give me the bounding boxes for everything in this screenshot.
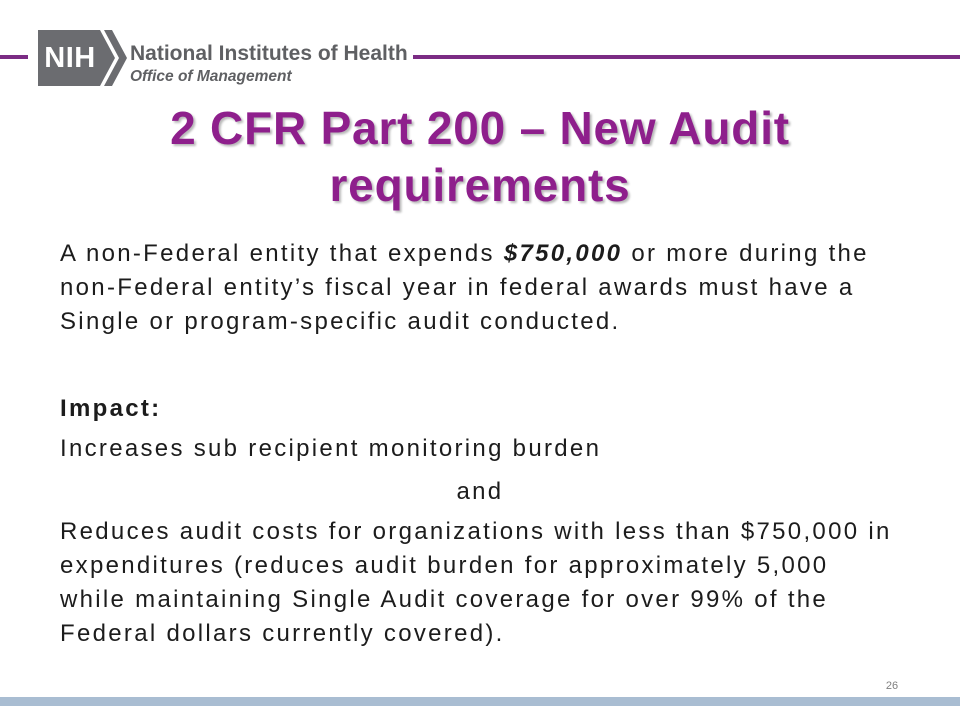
intro-line: non-Federal entity’s fiscal year in federal awards must have a [60, 274, 855, 301]
impact-point-costs [60, 515, 892, 651]
intro-line: Single or program-specific audit conducted. [60, 308, 621, 335]
nih-logo-text: NIH [44, 42, 96, 74]
impact-point-line: expenditures (reduces audit burden for approximately 5,000 [60, 552, 829, 579]
impact-point-line: while maintaining Single Audit coverage for over 99% of the [60, 586, 829, 613]
intro-line [60, 237, 869, 271]
impact-point-line: Reduces audit costs for organizations with less than $750,000 in [60, 518, 892, 545]
top-rule-right [413, 55, 960, 59]
intro-paragraph [60, 237, 869, 339]
intro-line-text: or more during the [631, 240, 869, 267]
top-rule-left [0, 55, 28, 59]
slide-title-line: 2 CFR Part 200 – New Audit [170, 102, 790, 154]
impact-point-monitoring: Increases sub recipient monitoring burden [60, 435, 602, 462]
threshold-amount: $750,000 [503, 240, 623, 267]
slide-title-line: requirements [329, 159, 631, 211]
footer-bar [0, 697, 960, 706]
impact-heading: Impact: [60, 395, 162, 422]
page-number: 26 [885, 680, 899, 692]
impact-connector: and [456, 478, 504, 505]
org-name: National Institutes of Health [130, 42, 408, 65]
intro-line-text: A non-Federal entity that expends [60, 240, 495, 267]
office-name: Office of Management [130, 68, 292, 85]
slide-title [0, 100, 960, 214]
impact-point-line: Federal dollars currently covered). [60, 620, 505, 647]
